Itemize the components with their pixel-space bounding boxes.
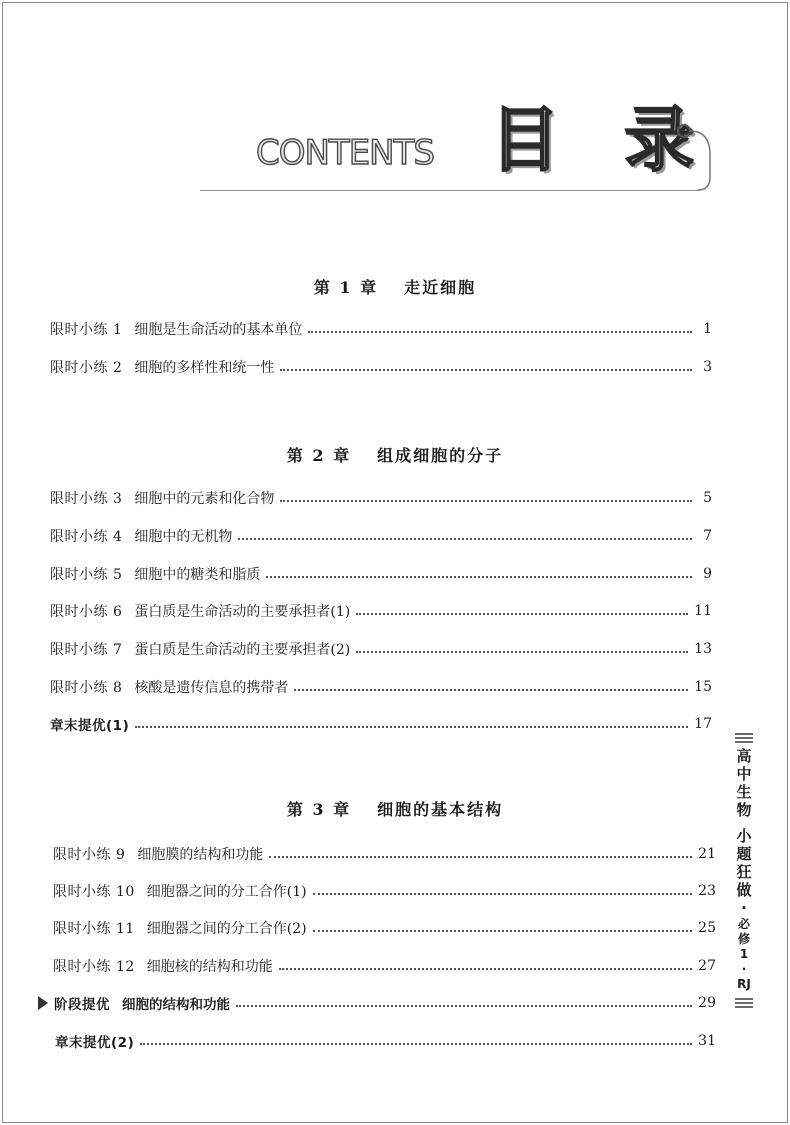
entry-page: 15 — [694, 679, 712, 695]
side-tab-char: 生 — [736, 783, 752, 801]
leader-dots — [313, 893, 693, 895]
chapter-number: 第 1 章 — [313, 278, 379, 297]
entry-label: 阶段提优 — [54, 997, 110, 1013]
chapter-heading-3 — [0, 797, 790, 820]
toc-entry[interactable] — [50, 638, 712, 660]
entry-title: 细胞中的无机物 — [134, 529, 233, 545]
entry-page: 7 — [703, 528, 712, 544]
chapter-title: 细胞的基本结构 — [377, 800, 504, 819]
entry-title: 细胞的结构和功能 — [122, 997, 230, 1013]
entry-title: 蛋白质是生命活动的主要承担者(1) — [134, 604, 351, 620]
entry-title: 核酸是遗传信息的携带者 — [134, 680, 289, 696]
chapter-number: 第 3 章 — [286, 800, 352, 819]
entry-label: 限时小练 7 — [50, 642, 123, 658]
side-tab-char: 做 — [736, 881, 752, 899]
toc-entry-chapter-review[interactable] — [55, 1030, 716, 1052]
toc-entry[interactable] — [53, 955, 716, 977]
entry-page: 25 — [698, 920, 716, 936]
side-tab-char: 物 — [736, 801, 752, 819]
entry-label: 限时小练 11 — [53, 921, 135, 937]
toc-entry[interactable] — [50, 487, 712, 509]
toc-entry[interactable] — [50, 676, 712, 698]
entry-label: 限时小练 3 — [50, 491, 123, 507]
side-tab-char: · — [741, 899, 747, 917]
entry-page: 9 — [703, 566, 712, 582]
toc-entry[interactable] — [53, 843, 716, 865]
side-tab-char: 小 — [736, 827, 752, 845]
toc-entry[interactable] — [53, 917, 716, 939]
entry-page: 5 — [703, 490, 712, 506]
side-tab-char: 修 — [737, 932, 750, 946]
entry-page: 21 — [698, 846, 716, 862]
entry-title: 蛋白质是生命活动的主要承担者(2) — [134, 642, 351, 658]
leader-dots — [238, 538, 692, 540]
side-tab-char: · — [741, 962, 747, 976]
side-tab-char: 高 — [736, 747, 752, 765]
leader-dots — [294, 689, 688, 691]
side-tab-char: 1 — [739, 947, 749, 961]
leader-dots — [140, 1043, 692, 1045]
side-tab-char: 狂 — [736, 863, 752, 881]
entry-title: 细胞核的结构和功能 — [146, 959, 273, 975]
leader-dots — [280, 369, 692, 371]
entry-label: 限时小练 6 — [50, 604, 123, 620]
chapter-title: 组成细胞的分子 — [377, 446, 504, 465]
side-tab — [732, 733, 756, 1012]
entry-page: 31 — [698, 1033, 716, 1049]
chapter-heading-1 — [0, 275, 790, 298]
entry-page: 13 — [694, 641, 712, 657]
leader-dots — [356, 651, 688, 653]
leader-dots — [269, 856, 692, 858]
entry-label: 限时小练 8 — [50, 680, 123, 696]
entry-label: 限时小练 5 — [50, 567, 123, 583]
entry-page: 29 — [698, 995, 716, 1011]
header-rule — [200, 190, 700, 191]
entry-title: 细胞膜的结构和功能 — [137, 847, 264, 863]
entry-label: 限时小练 1 — [50, 322, 123, 338]
toc-entry[interactable] — [50, 318, 712, 340]
entry-page: 23 — [698, 883, 716, 899]
entry-page: 11 — [694, 603, 712, 619]
leader-dots — [266, 576, 692, 578]
entry-label: 限时小练 9 — [53, 847, 126, 863]
entry-title: 细胞的多样性和统一性 — [134, 360, 275, 376]
leader-dots — [280, 500, 692, 502]
side-tab-char: RJ — [737, 977, 751, 991]
triangle-bullet-icon — [38, 996, 48, 1010]
entry-page: 17 — [694, 716, 712, 732]
leader-dots — [279, 968, 692, 970]
entry-label: 限时小练 12 — [53, 959, 135, 975]
leader-dots — [236, 1005, 692, 1007]
contents-heading-cn: 目 录 — [490, 99, 715, 181]
chapter-number: 第 2 章 — [286, 446, 352, 465]
entry-label: 章末提优(1) — [50, 718, 130, 734]
side-tab-bars — [735, 733, 753, 743]
toc-entry[interactable] — [53, 880, 716, 902]
toc-entry[interactable] — [50, 525, 712, 547]
entry-title: 细胞器之间的分工合作(1) — [146, 884, 307, 900]
entry-page: 3 — [703, 359, 712, 375]
entry-title: 细胞是生命活动的基本单位 — [134, 322, 303, 338]
entry-title: 细胞器之间的分工合作(2) — [146, 921, 307, 937]
toc-entry-chapter-review[interactable] — [50, 713, 712, 735]
header-swirl-ornament — [670, 115, 720, 195]
entry-title: 细胞中的元素和化合物 — [134, 491, 275, 507]
entry-label: 限时小练 2 — [50, 360, 123, 376]
toc-entry[interactable] — [50, 563, 712, 585]
chapter-heading-2 — [0, 443, 790, 466]
contents-heading-en: CONTENTS — [256, 133, 434, 173]
chapter-title: 走近细胞 — [404, 278, 477, 297]
entry-page: 27 — [698, 958, 716, 974]
leader-dots — [135, 726, 688, 728]
entry-title: 细胞中的糖类和脂质 — [134, 567, 261, 583]
side-tab-char: 中 — [736, 765, 752, 783]
side-tab-char: 题 — [736, 845, 752, 863]
leader-dots — [308, 331, 692, 333]
entry-label: 限时小练 4 — [50, 529, 123, 545]
entry-label: 限时小练 10 — [53, 884, 135, 900]
side-tab-bars — [735, 998, 753, 1008]
toc-entry[interactable] — [50, 356, 712, 378]
entry-page: 1 — [703, 321, 712, 337]
toc-entry-stage-review[interactable] — [38, 992, 716, 1014]
leader-dots — [356, 613, 688, 615]
side-tab-char: 必 — [737, 917, 750, 931]
toc-entry[interactable] — [50, 600, 712, 622]
leader-dots — [313, 930, 693, 932]
entry-label: 章末提优(2) — [55, 1035, 135, 1051]
